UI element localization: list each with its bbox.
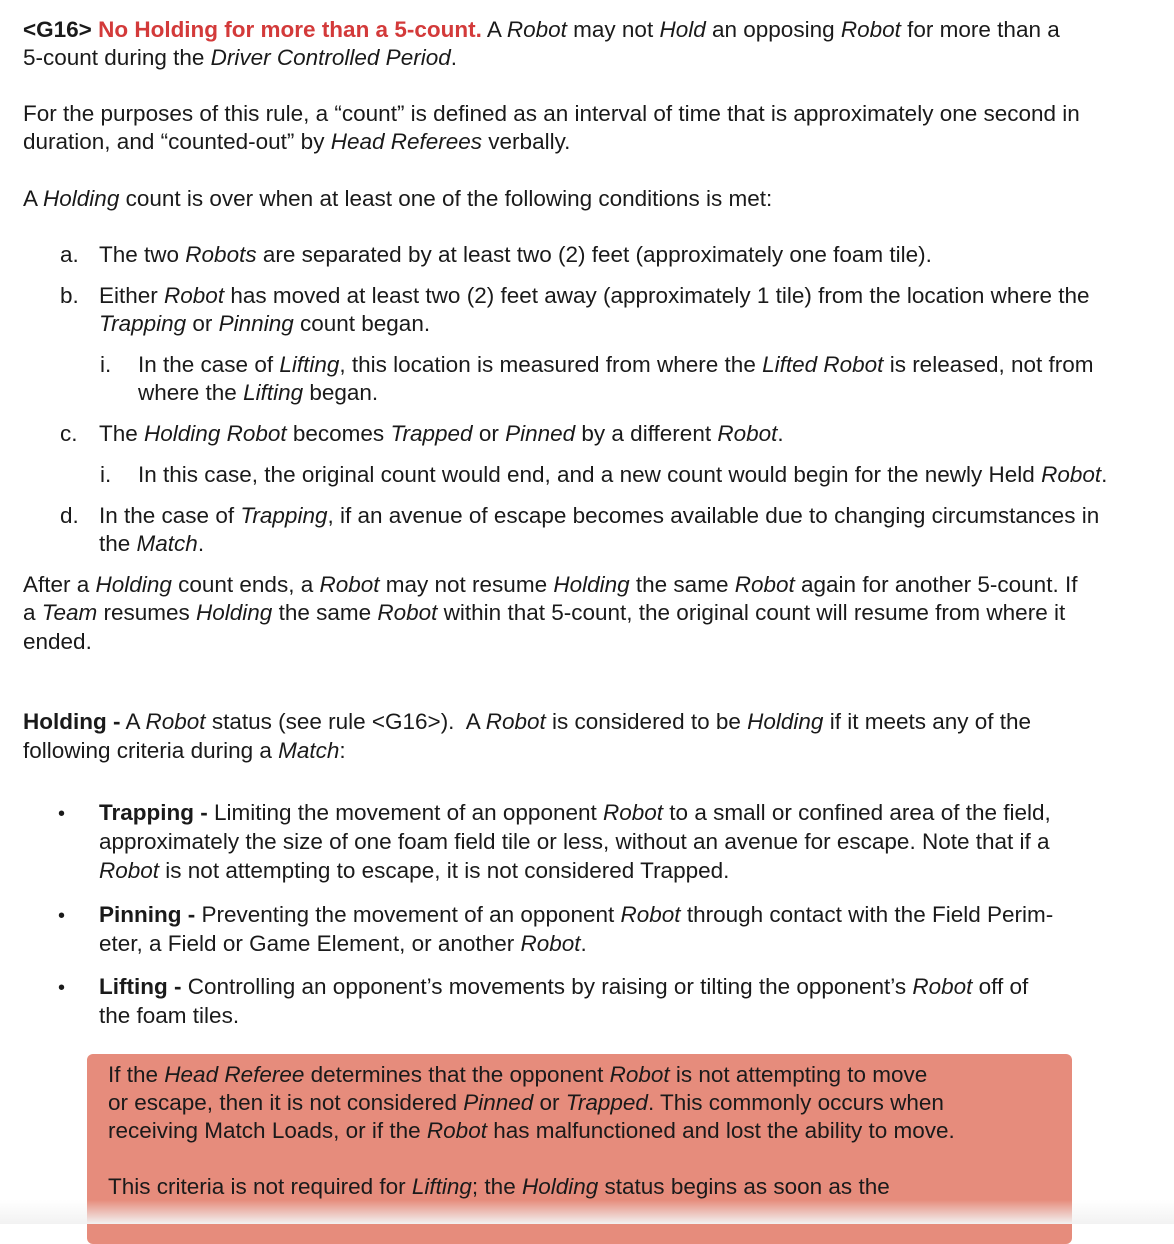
condition-text: Either Robot has moved at least two (2) feet away (approximately 1 tile) from the location where the [99,283,1090,308]
sub-condition-marker: i. [100,352,112,377]
condition-marker: c. [60,421,78,446]
criteria-text: Lifting - Controlling an opponent’s movements by raising or tilting the opponent’s Robot off of [99,974,1029,999]
criteria-text: Pinning - Preventing the movement of an opponent Robot through contact with the Field Perim- [99,902,1054,927]
note-text: This criteria is not required for Lifting; the Holding status begins as soon as the [108,1174,890,1199]
holding-definition-line-2: following criteria during a Match: [23,738,346,763]
criteria-text: approximately the size of one foam field tile or less, without an avenue for escape. Note that if a [99,829,1050,854]
condition-text: The Holding Robot becomes Trapped or Pinned by a different Robot. [99,421,784,446]
criteria-text: eter, a Field or Game Element, or another Robot. [99,931,587,956]
rule-intro-line-1: <G16> No Holding for more than a 5-count. A Robot may not Hold an opposing Robot for more than a [23,17,1060,42]
count-definition-line-1: For the purposes of this rule, a “count” is defined as an interval of time that is approximately one second in [23,101,1080,126]
sub-condition-text: In this case, the original count would end, and a new count would begin for the newly Held Robot. [138,462,1108,487]
sub-condition-text: where the Lifting began. [138,380,379,405]
after-count-paragraph: After a Holding count ends, a Robot may not resume Holding the same Robot again for another 5-count. If [23,572,1078,597]
count-definition-line-2: duration, and “counted-out” by Head Referees verbally. [23,129,571,154]
bullet-icon: • [58,905,66,927]
note-text: If the Head Referee determines that the opponent Robot is not attempting to move [108,1062,928,1087]
after-count-paragraph: ended. [23,629,92,654]
condition-marker: a. [60,242,79,267]
criteria-text: the foam tiles. [99,1003,240,1028]
definition-term: Holding - [23,709,121,734]
condition-marker: d. [60,503,79,528]
rule-intro-line-2: 5-count during the Driver Controlled Period. [23,45,457,70]
rule-title: No Holding for more than a 5-count. [98,17,482,42]
bullet-icon: • [58,977,66,999]
criteria-text: Trapping - Limiting the movement of an opponent Robot to a small or confined area of the field, [99,800,1051,825]
condition-text: In the case of Trapping, if an avenue of escape becomes available due to changing circumstances in [99,503,1100,528]
bottom-scroll-fade [0,1200,1174,1224]
criteria-text: Robot is not attempting to escape, it is not considered Trapped. [99,858,730,883]
sub-condition-marker: i. [100,462,112,487]
condition-marker: b. [60,283,79,308]
rule-id: <G16> [23,17,92,42]
count-over-paragraph: A Holding count is over when at least one of the following conditions is met: [23,186,773,211]
note-text: or escape, then it is not considered Pinned or Trapped. This commonly occurs when [108,1090,944,1115]
bullet-icon: • [58,803,66,825]
sub-condition-text: In the case of Lifting, this location is measured from where the Lifted Robot is released, not from [138,352,1094,377]
condition-text: the Match. [99,531,205,556]
condition-text: Trapping or Pinning count began. [99,311,431,336]
holding-definition-line-1: Holding - A Robot status (see rule <G16>). A Robot is considered to be Holding if it meets any of the [23,709,1032,734]
note-text: receiving Match Loads, or if the Robot has malfunctioned and lost the ability to move. [108,1118,955,1143]
after-count-paragraph: a Team resumes Holding the same Robot within that 5-count, the original count will resume from where it [23,600,1066,625]
condition-text: The two Robots are separated by at least two (2) feet (approximately one foam tile). [99,242,932,267]
